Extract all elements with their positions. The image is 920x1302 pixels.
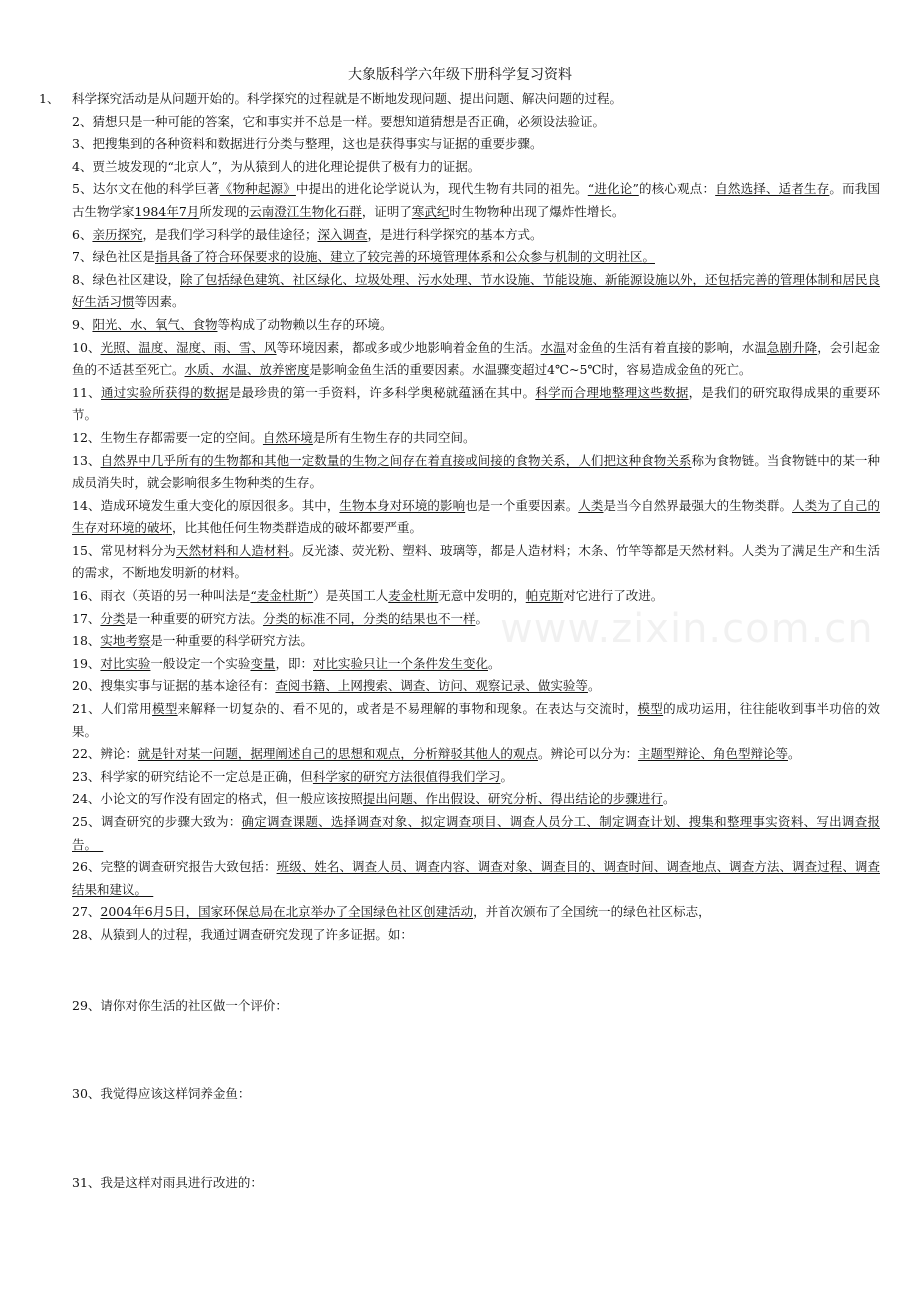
item-number: 26、	[72, 859, 101, 875]
underlined-key-phrase: 自然界中几乎所有的生物都和其他一定数量的生物之间存在着直接或间接的食物关系，人们把这种食物关系	[100, 452, 692, 468]
item-text: 等构成了动物赖以生存的环境。	[217, 316, 393, 332]
item-number: 25、	[72, 814, 101, 829]
item-text: 是所有生物生存的共同空间。	[312, 429, 476, 445]
item-text: 。	[487, 655, 501, 671]
underlined-key-phrase: 光照、温度、湿度、雨、雪、风	[100, 339, 277, 355]
item-text: ，并首次颁布了全国统一的绿色社区标志，	[473, 904, 711, 920]
underlined-key-phrase: 变量	[250, 655, 276, 671]
item-number: 22、	[72, 746, 101, 762]
underlined-key-phrase: 阳光、水、氧气、食物	[92, 316, 218, 332]
answer-space	[72, 1017, 880, 1083]
item-number: 3、	[72, 136, 93, 152]
review-item	[72, 246, 880, 269]
item-text: 的成功运用，往往能收到事半功倍的效果。	[72, 701, 880, 739]
underlined-key-phrase: 麦金杜斯	[388, 588, 439, 604]
item-text: 把搜集到的各种资料和数据进行分类与整理，这也是获得事实与证据的重要步骤。	[92, 136, 543, 152]
underlined-key-phrase: 云南澄江生物化石群	[249, 203, 362, 219]
item-number: 4、	[72, 158, 93, 174]
underlined-key-phrase: 通过实验所获得的数据	[100, 384, 229, 400]
review-item	[72, 495, 880, 540]
item-number: 21、	[72, 701, 101, 717]
underlined-key-phrase: 确定调查课题、选择调查对象、拟定调查项目、调查人员分工、制定调查计划、搜集和整理事实资料、写出调查报告。	[72, 814, 880, 852]
underlined-key-phrase: 提出问题、作出假设、研究分析、得出结论的步骤进行	[362, 791, 663, 807]
underlined-key-phrase: 主题型辩论、角色型辩论等	[637, 746, 788, 762]
item-text: 调查研究的步骤大致为：	[100, 814, 242, 829]
item-text: 无意中发明的，	[438, 588, 526, 604]
item-number: 27、	[72, 904, 101, 920]
review-item	[72, 630, 880, 653]
item-text: ，即：	[275, 655, 313, 671]
item-text: 从猿到人的过程，我通过调查研究发现了许多证据。如：	[100, 926, 413, 942]
item-number: 8、	[72, 271, 93, 287]
underlined-key-phrase: 分类	[100, 610, 126, 626]
review-item	[72, 224, 880, 247]
underlined-key-phrase: 2004年6月5日，国家环保总局在北京举办了全国绿色社区创建活动	[100, 904, 474, 920]
underlined-key-phrase: 模型	[637, 701, 664, 717]
item-text: 。	[475, 610, 488, 626]
item-text: 等因素。	[134, 294, 185, 310]
item-text: 造成环境发生重大变化的原因很多。其中，	[100, 497, 340, 513]
review-item	[72, 675, 880, 698]
item-number: 23、	[72, 768, 101, 784]
answer-space	[72, 1106, 880, 1172]
underlined-key-phrase: 实地考察	[100, 633, 151, 649]
underlined-key-phrase: 亲历探究	[92, 226, 143, 242]
review-item	[72, 133, 880, 156]
item-text: 时生物物种出现了爆炸性增长。	[449, 203, 625, 219]
item-text: 雨衣（英语的另一种叫法是	[100, 588, 251, 604]
answer-space	[72, 947, 880, 995]
item-text: ，会引起金鱼的不适甚至死亡。	[72, 339, 880, 378]
underlined-key-phrase: 深入调查	[317, 226, 368, 242]
item-text: 。	[787, 746, 801, 762]
item-number: 30、	[72, 1086, 101, 1102]
item-number: 6、	[72, 226, 93, 242]
item-text: 完整的调查研究报告大致包括：	[100, 859, 277, 875]
item-number: 1、	[39, 91, 60, 106]
item-text: 称为食物链。当食物链中的某一种成员消失时，就会影响很多生物种类的生存。	[72, 452, 880, 491]
item-number: 31、	[72, 1174, 101, 1190]
item-number: 29、	[72, 997, 101, 1013]
item-text: ，比其他任何生物类群造成的破坏都要严重。	[172, 520, 423, 536]
item-number: 19、	[72, 655, 101, 671]
item-number: 13、	[72, 452, 101, 468]
item-text: 小论文的写作没有固定的格式，但一般应该按照	[100, 791, 363, 807]
item-text: 科学探究活动是从问题开始的。科学探究的过程就是不断地发现问题、提出问题、解决问题的过程。	[72, 91, 623, 106]
review-item	[72, 111, 880, 134]
underlined-key-phrase: 人类	[578, 497, 604, 513]
item-number: 17、	[72, 610, 101, 626]
review-item	[72, 856, 880, 901]
item-text: ，是进行科学探究的基本方式。	[367, 226, 543, 242]
item-text: 。而我国古生物学家	[72, 181, 880, 219]
item-text: 。辨论可以分为：	[537, 746, 638, 762]
underlined-key-phrase: 查阅书籍、上网搜索、调查、访问、观察记录、做实验等	[275, 678, 588, 694]
underlined-key-phrase: 水质、水温、放养密度	[184, 362, 310, 378]
review-item	[72, 901, 880, 924]
review-item	[72, 811, 880, 856]
item-text: 对它进行了改进。	[563, 588, 664, 604]
underlined-key-phrase: 1984年7月	[134, 203, 200, 219]
item-text: 。反光漆、荧光粉、塑料、玻璃等，都是人造材料；木条、竹竿等都是天然材料。人类为了满足生产和生活的需求，不断地发明新的材料。	[72, 542, 880, 581]
review-item	[72, 1083, 880, 1106]
item-text: 猜想只是一种可能的答案，它和事实并不总是一样。要想知道猜想是否正确，必须设法验证。	[92, 113, 605, 129]
item-text: 也是一个重要因素。	[465, 497, 579, 513]
review-item-list	[39, 88, 881, 1194]
review-item	[72, 337, 880, 382]
item-number: 11、	[72, 384, 101, 400]
review-item	[39, 88, 880, 111]
item-text: 对金鱼的生活有着直接的影响，水温	[565, 339, 767, 355]
item-number: 5、	[72, 181, 93, 197]
item-text: 是影响金鱼生活的重要因素。水温骤变超过4℃~5℃时，容易造成金鱼的死亡。	[309, 362, 752, 378]
underlined-key-phrase: 寒武纪	[411, 203, 450, 219]
item-text: ）是英国工人	[313, 588, 389, 604]
watermark: www.zixin.com.cn	[500, 606, 874, 652]
review-item	[72, 608, 880, 631]
underlined-key-phrase: 就是针对某一问题，据理阐述自己的思想和观点，分析辩驳其他人的观点	[137, 746, 538, 762]
underlined-key-phrase: “麦金杜斯”	[250, 588, 314, 604]
item-text: 绿色社区是	[92, 249, 155, 265]
item-number: 24、	[72, 791, 101, 807]
underlined-key-phrase: 除了包括绿色建筑、社区绿化、垃圾处理、污水处理、节水设施、节能设施、新能源设施以外，还包括完善的管理体制和居民良好生活习惯	[72, 271, 881, 310]
review-item	[72, 995, 880, 1018]
item-text: ，是我们的研究取得成果的重要环节。	[72, 384, 880, 423]
underlined-key-phrase: “进化论”	[587, 181, 639, 197]
item-text: 。	[587, 678, 601, 694]
review-item	[72, 585, 880, 608]
item-text: 的核心观点：	[638, 181, 716, 197]
item-text: 搜集实事与证据的基本途径有：	[100, 678, 276, 694]
underlined-key-phrase: 对比实验	[100, 655, 151, 671]
review-item	[72, 382, 880, 427]
item-text: 达尔文在他的科学巨著	[92, 181, 220, 197]
item-text: 我是这样对雨具进行改进的：	[100, 1174, 263, 1190]
underlined-key-phrase: 自然环境	[262, 429, 313, 445]
item-number: 20、	[72, 678, 101, 694]
underlined-key-phrase: 班级、姓名、调查人员、调查内容、调查对象、调查目的、调查时间、调查地点、调查方法、调查过程、调查结果和建议。	[72, 859, 880, 897]
item-text: 来解释一切复杂的、看不见的，或者是不易理解的事物和现象。在表达与交流时，	[177, 701, 638, 717]
review-item	[72, 178, 880, 223]
review-item	[72, 1172, 880, 1195]
review-item	[72, 698, 880, 743]
underlined-key-phrase: 科学而合理地整理这些数据	[535, 384, 689, 400]
item-number: 18、	[72, 633, 101, 649]
review-item	[72, 788, 880, 811]
item-number: 16、	[72, 588, 101, 604]
item-text: 中提出的进化论学说认为，现代生物有共同的祖先。	[295, 181, 588, 197]
underlined-key-phrase: 对比实验只让一个条件发生变化	[312, 655, 488, 671]
item-text: 等环境因素，都或多或少地影响着金鱼的生活。	[276, 339, 541, 355]
item-text: 。	[662, 791, 676, 807]
item-text: 所发现的	[199, 203, 250, 219]
item-text: 是一种重要的科学研究方法。	[150, 633, 313, 649]
underlined-key-phrase: 天然材料和人造材料	[176, 542, 290, 558]
item-text: 是当今自然界最强大的生物类群。	[603, 497, 793, 513]
review-item	[72, 540, 880, 585]
item-number: 14、	[72, 497, 101, 513]
review-item	[72, 427, 880, 450]
underlined-key-phrase: 指具备了符合环保要求的设施、建立了较完善的环境管理体系和公众参与机制的文明社区。	[154, 249, 655, 265]
underlined-key-phrase: 《物种起源》	[219, 181, 296, 197]
item-text: ，是我们学习科学的最佳途径；	[142, 226, 318, 242]
review-item	[72, 743, 880, 766]
underlined-key-phrase: 分类的标准不同，分类的结果也不一样	[262, 610, 476, 626]
underlined-key-phrase: 模型	[152, 701, 178, 717]
item-number: 10、	[72, 339, 101, 355]
review-item	[72, 156, 880, 179]
item-text: 我觉得应该这样饲养金鱼：	[100, 1086, 251, 1102]
item-text: 辨论：	[100, 746, 138, 762]
item-number: 15、	[72, 542, 101, 558]
item-text: 人们常用	[100, 701, 153, 717]
item-text: 生物生存都需要一定的空间。	[100, 429, 263, 445]
item-number: 2、	[72, 113, 93, 129]
review-item	[72, 766, 880, 789]
item-number: 7、	[72, 249, 93, 265]
item-number: 28、	[72, 926, 101, 942]
item-text: 是一种重要的研究方法。	[125, 610, 263, 626]
underlined-key-phrase: 水温	[540, 339, 566, 355]
item-text: 贾兰坡发现的“北京人”，为从猿到人的进化理论提供了极有力的证据。	[92, 158, 481, 174]
underlined-key-phrase: 帕克斯	[525, 588, 564, 604]
item-text: 。	[500, 768, 513, 784]
item-text: 请你对你生活的社区做一个评价：	[100, 997, 288, 1013]
review-item	[72, 450, 880, 495]
underlined-key-phrase: 人类为了自己的生存对环境的破坏	[72, 497, 880, 536]
item-text: ，证明了	[361, 203, 412, 219]
underlined-key-phrase: 生物本身对环境的影响	[339, 497, 466, 513]
item-text: 常见材料分为	[100, 542, 176, 558]
item-text: 科学家的研究结论不一定总是正确，但	[100, 768, 313, 784]
underlined-key-phrase: 自然选择、适者生存	[715, 181, 830, 197]
item-text: 一般设定一个实验	[150, 655, 251, 671]
item-number: 12、	[72, 429, 101, 445]
item-text: 是最珍贵的第一手资料，许多科学奥秘就蕴涵在其中。	[228, 384, 536, 400]
review-item	[72, 269, 880, 314]
document-title: 大象版科学六年级下册科学复习资料	[348, 67, 572, 83]
item-text: 绿色社区建设，	[92, 271, 180, 287]
underlined-key-phrase: 急剧升降	[766, 339, 818, 355]
review-item	[72, 924, 880, 947]
review-item	[72, 314, 880, 337]
underlined-key-phrase: 科学家的研究方法很值得我们学习	[312, 768, 501, 784]
review-item	[72, 653, 880, 676]
item-number: 9、	[72, 316, 93, 332]
